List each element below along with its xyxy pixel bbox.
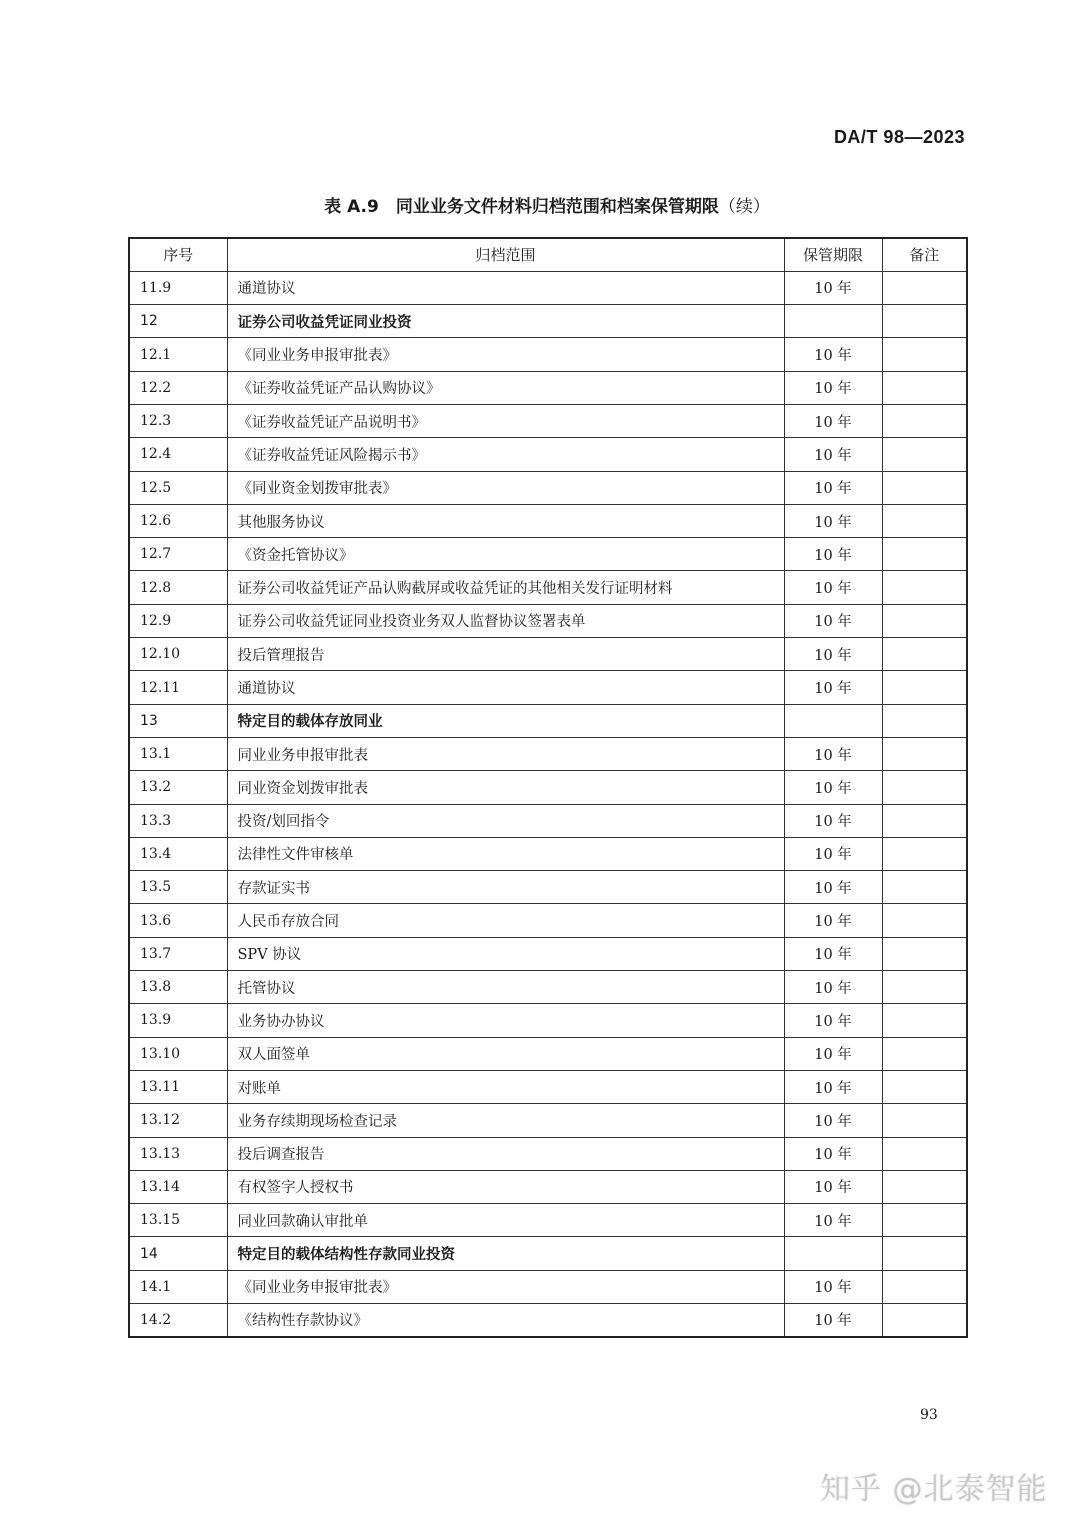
cell-note bbox=[882, 1070, 967, 1103]
cell-period: 10 年 bbox=[784, 1270, 882, 1303]
cell-note bbox=[882, 1237, 967, 1270]
cell-period: 10 年 bbox=[784, 1204, 882, 1237]
table-row bbox=[129, 538, 967, 571]
cell-scope: 人民币存放合同 bbox=[227, 904, 784, 937]
cell-note bbox=[882, 771, 967, 804]
table-group-row bbox=[129, 1237, 967, 1270]
table-row bbox=[129, 1004, 967, 1037]
table-row bbox=[129, 604, 967, 637]
cell-note bbox=[882, 471, 967, 504]
cell-note bbox=[882, 338, 967, 371]
cell-note bbox=[882, 504, 967, 537]
cell-period bbox=[784, 704, 882, 737]
cell-period: 10 年 bbox=[784, 404, 882, 437]
table-row bbox=[129, 504, 967, 537]
cell-note bbox=[882, 904, 967, 937]
cell-period: 10 年 bbox=[784, 504, 882, 537]
cell-scope: 投后调查报告 bbox=[227, 1137, 784, 1170]
cell-note bbox=[882, 1004, 967, 1037]
cell-number: 12 bbox=[129, 305, 227, 338]
cell-scope: 《证券收益凭证产品认购协议》 bbox=[227, 371, 784, 404]
cell-scope: 业务存续期现场检查记录 bbox=[227, 1104, 784, 1137]
cell-note bbox=[882, 804, 967, 837]
table-row bbox=[129, 937, 967, 970]
cell-number: 12.3 bbox=[129, 404, 227, 437]
table-row bbox=[129, 1204, 967, 1237]
archive-table bbox=[128, 237, 968, 1338]
cell-period: 10 年 bbox=[784, 871, 882, 904]
cell-scope: 《结构性存款协议》 bbox=[227, 1304, 784, 1337]
table-group-row bbox=[129, 305, 967, 338]
table-row bbox=[129, 904, 967, 937]
cell-number: 12.10 bbox=[129, 638, 227, 671]
cell-scope: 双人面签单 bbox=[227, 1037, 784, 1070]
cell-period: 10 年 bbox=[784, 971, 882, 1004]
table-row bbox=[129, 971, 967, 1004]
cell-period: 10 年 bbox=[784, 1037, 882, 1070]
table-row bbox=[129, 571, 967, 604]
cell-period: 10 年 bbox=[784, 837, 882, 870]
cell-note bbox=[882, 1104, 967, 1137]
table-row bbox=[129, 671, 967, 704]
table-row bbox=[129, 871, 967, 904]
cell-scope: 《资金托管协议》 bbox=[227, 538, 784, 571]
table-row bbox=[129, 404, 967, 437]
cell-period: 10 年 bbox=[784, 1170, 882, 1203]
table-row bbox=[129, 638, 967, 671]
cell-period: 10 年 bbox=[784, 937, 882, 970]
cell-number: 13.10 bbox=[129, 1037, 227, 1070]
cell-period: 10 年 bbox=[784, 571, 882, 604]
cell-number: 13.15 bbox=[129, 1204, 227, 1237]
table-row bbox=[129, 1104, 967, 1137]
cell-number: 13.1 bbox=[129, 737, 227, 770]
cell-period: 10 年 bbox=[784, 471, 882, 504]
cell-scope: 通道协议 bbox=[227, 671, 784, 704]
cell-number: 14 bbox=[129, 1237, 227, 1270]
cell-note bbox=[882, 971, 967, 1004]
cell-number: 13.5 bbox=[129, 871, 227, 904]
standard-code: DA/T 98—2023 bbox=[833, 127, 965, 147]
cell-period: 10 年 bbox=[784, 538, 882, 571]
cell-note bbox=[882, 571, 967, 604]
cell-number: 13.12 bbox=[129, 1104, 227, 1137]
cell-period: 10 年 bbox=[784, 1070, 882, 1103]
cell-note bbox=[882, 871, 967, 904]
cell-number: 12.11 bbox=[129, 671, 227, 704]
cell-scope: 其他服务协议 bbox=[227, 504, 784, 537]
cell-scope: 存款证实书 bbox=[227, 871, 784, 904]
cell-number: 13.3 bbox=[129, 804, 227, 837]
cell-note bbox=[882, 1204, 967, 1237]
cell-period: 10 年 bbox=[784, 271, 882, 304]
cell-note bbox=[882, 837, 967, 870]
cell-number: 14.2 bbox=[129, 1304, 227, 1337]
cell-number: 12.5 bbox=[129, 471, 227, 504]
cell-scope: 证券公司收益凭证同业投资 bbox=[227, 305, 784, 338]
cell-scope: 对账单 bbox=[227, 1070, 784, 1103]
cell-period: 10 年 bbox=[784, 671, 882, 704]
table-row bbox=[129, 371, 967, 404]
cell-period: 10 年 bbox=[784, 1104, 882, 1137]
cell-scope: 投后管理报告 bbox=[227, 638, 784, 671]
cell-period: 10 年 bbox=[784, 604, 882, 637]
table-title-continued: （续） bbox=[718, 197, 770, 217]
cell-scope: 有权签字人授权书 bbox=[227, 1170, 784, 1203]
cell-period: 10 年 bbox=[784, 804, 882, 837]
cell-period: 10 年 bbox=[784, 371, 882, 404]
page-number: 93 bbox=[920, 1407, 938, 1423]
cell-period: 10 年 bbox=[784, 438, 882, 471]
cell-note bbox=[882, 737, 967, 770]
column-header-note: 备注 bbox=[882, 238, 967, 271]
cell-scope: 特定目的载体存放同业 bbox=[227, 704, 784, 737]
cell-period bbox=[784, 1237, 882, 1270]
table-row bbox=[129, 771, 967, 804]
cell-scope: 同业资金划拨审批表 bbox=[227, 771, 784, 804]
cell-number: 13 bbox=[129, 704, 227, 737]
cell-note bbox=[882, 937, 967, 970]
table-header-row bbox=[129, 238, 967, 271]
cell-scope: 《同业资金划拨审批表》 bbox=[227, 471, 784, 504]
cell-scope: 通道协议 bbox=[227, 271, 784, 304]
table-row bbox=[129, 1137, 967, 1170]
cell-period: 10 年 bbox=[784, 638, 882, 671]
table-row bbox=[129, 471, 967, 504]
cell-number: 12.2 bbox=[129, 371, 227, 404]
cell-period: 10 年 bbox=[784, 338, 882, 371]
cell-scope: 法律性文件审核单 bbox=[227, 837, 784, 870]
cell-scope: 同业业务申报审批表 bbox=[227, 737, 784, 770]
table-row bbox=[129, 1170, 967, 1203]
cell-scope: 《同业业务申报审批表》 bbox=[227, 338, 784, 371]
cell-scope: 业务协办协议 bbox=[227, 1004, 784, 1037]
cell-period: 10 年 bbox=[784, 1004, 882, 1037]
column-header-number: 序号 bbox=[129, 238, 227, 271]
table-title bbox=[128, 192, 966, 217]
cell-scope: 《证券收益凭证风险揭示书》 bbox=[227, 438, 784, 471]
cell-note bbox=[882, 604, 967, 637]
cell-scope: 投资/划回指令 bbox=[227, 804, 784, 837]
cell-note bbox=[882, 404, 967, 437]
column-header-scope: 归档范围 bbox=[227, 238, 784, 271]
cell-number: 13.8 bbox=[129, 971, 227, 1004]
cell-note bbox=[882, 371, 967, 404]
table-row bbox=[129, 338, 967, 371]
column-header-period: 保管期限 bbox=[784, 238, 882, 271]
cell-number: 12.9 bbox=[129, 604, 227, 637]
cell-number: 12.6 bbox=[129, 504, 227, 537]
table-row bbox=[129, 438, 967, 471]
table-row bbox=[129, 737, 967, 770]
cell-period: 10 年 bbox=[784, 737, 882, 770]
cell-number: 13.14 bbox=[129, 1170, 227, 1203]
cell-number: 12.8 bbox=[129, 571, 227, 604]
cell-scope: 《证券收益凭证产品说明书》 bbox=[227, 404, 784, 437]
table-row bbox=[129, 837, 967, 870]
cell-note bbox=[882, 638, 967, 671]
table-row bbox=[129, 1304, 967, 1337]
cell-scope: SPV 协议 bbox=[227, 937, 784, 970]
cell-number: 13.4 bbox=[129, 837, 227, 870]
cell-number: 13.9 bbox=[129, 1004, 227, 1037]
cell-period: 10 年 bbox=[784, 1137, 882, 1170]
cell-number: 13.13 bbox=[129, 1137, 227, 1170]
cell-scope: 同业回款确认审批单 bbox=[227, 1204, 784, 1237]
cell-number: 12.1 bbox=[129, 338, 227, 371]
cell-period: 10 年 bbox=[784, 1304, 882, 1337]
table-row bbox=[129, 1037, 967, 1070]
table-title-main: 表 A.9 同业业务文件材料归档范围和档案保管期限 bbox=[324, 197, 719, 217]
table-group-row bbox=[129, 704, 967, 737]
cell-note bbox=[882, 671, 967, 704]
cell-number: 13.7 bbox=[129, 937, 227, 970]
cell-scope: 《同业业务申报审批表》 bbox=[227, 1270, 784, 1303]
cell-scope: 特定目的载体结构性存款同业投资 bbox=[227, 1237, 784, 1270]
cell-number: 11.9 bbox=[129, 271, 227, 304]
cell-period: 10 年 bbox=[784, 771, 882, 804]
cell-period: 10 年 bbox=[784, 904, 882, 937]
cell-scope: 托管协议 bbox=[227, 971, 784, 1004]
table-row bbox=[129, 271, 967, 304]
cell-scope: 证券公司收益凭证产品认购截屏或收益凭证的其他相关发行证明材料 bbox=[227, 571, 784, 604]
cell-number: 14.1 bbox=[129, 1270, 227, 1303]
cell-note bbox=[882, 538, 967, 571]
cell-note bbox=[882, 438, 967, 471]
cell-note bbox=[882, 305, 967, 338]
table-row bbox=[129, 1070, 967, 1103]
cell-note bbox=[882, 1270, 967, 1303]
watermark: 知乎 @北泰智能 bbox=[820, 1472, 1048, 1507]
table-row bbox=[129, 804, 967, 837]
cell-note bbox=[882, 271, 967, 304]
cell-number: 13.11 bbox=[129, 1070, 227, 1103]
cell-note bbox=[882, 1137, 967, 1170]
cell-number: 13.2 bbox=[129, 771, 227, 804]
cell-number: 13.6 bbox=[129, 904, 227, 937]
cell-number: 12.7 bbox=[129, 538, 227, 571]
cell-number: 12.4 bbox=[129, 438, 227, 471]
cell-scope: 证券公司收益凭证同业投资业务双人监督协议签署表单 bbox=[227, 604, 784, 637]
cell-note bbox=[882, 1304, 967, 1337]
cell-note bbox=[882, 704, 967, 737]
table-body bbox=[129, 271, 967, 1337]
table-row bbox=[129, 1270, 967, 1303]
cell-note bbox=[882, 1037, 967, 1070]
cell-note bbox=[882, 1170, 967, 1203]
cell-period bbox=[784, 305, 882, 338]
